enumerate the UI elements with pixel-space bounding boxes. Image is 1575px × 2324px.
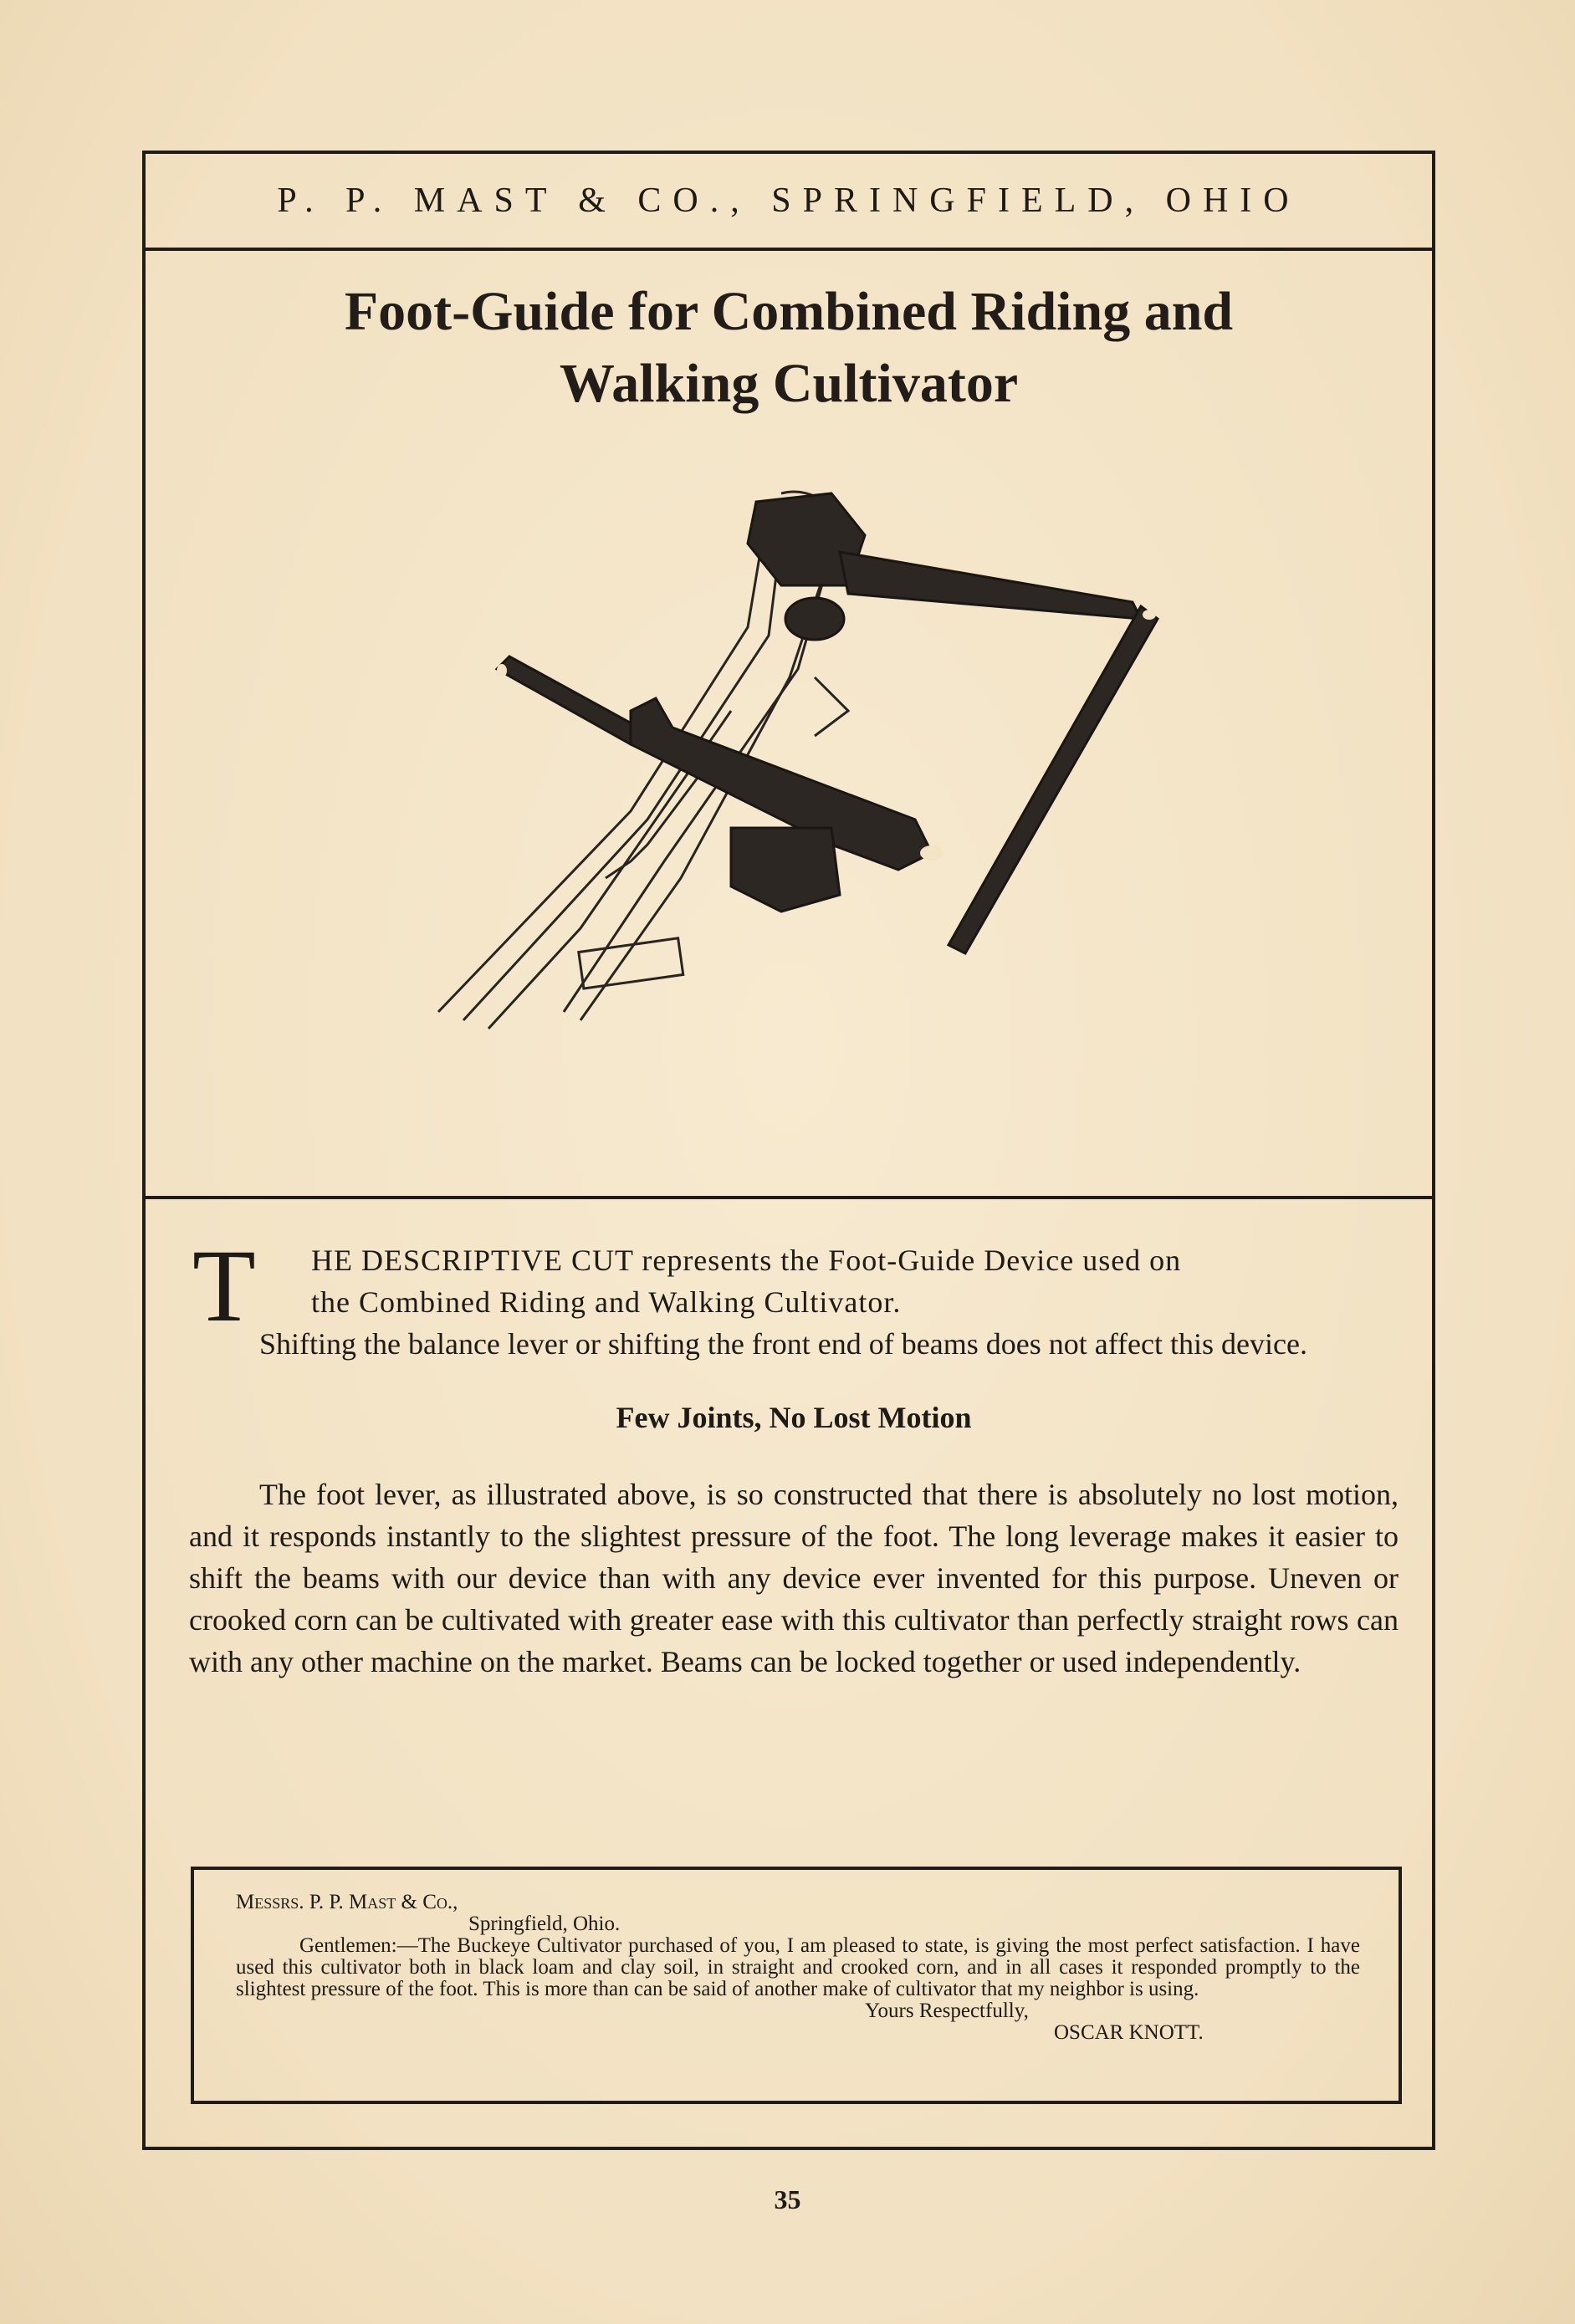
figure-panel <box>146 251 1432 1199</box>
page-number: 35 <box>774 2184 801 2214</box>
foot-lever-drawing <box>497 493 1158 953</box>
title-line-1: Foot-Guide for Combined Riding and <box>344 281 1234 342</box>
title-line-2: Walking Cultivator <box>559 353 1019 414</box>
testimonial-letter <box>191 1867 1402 2104</box>
page-frame <box>142 151 1435 2150</box>
letter-city: Springfield, Ohio. <box>468 1913 621 1935</box>
drop-cap: T <box>192 1228 257 1343</box>
letter-body: Gentlemen:—The Buckeye Cultivator purchased of you, I am pleased to state, is giving the most perfect satisfaction. I have used this cultivator both in black loam and clay soil, in straight and crooked corn, and in all cases it responded promptly to the slightest pressure of the foot. This is more than can be said of another make of cultivator that my neighbor is using. <box>236 1934 1360 2000</box>
letter-signature: OSCAR KNOTT. <box>1054 2021 1204 2044</box>
page-title <box>146 276 1432 420</box>
letter-closing: Yours Respectfully, <box>865 2000 1029 2022</box>
paragraph-balance-lever: Shifting the balance lever or shifting the front end of beams does not affect this device. <box>259 1327 1307 1361</box>
section-subhead: Few Joints, No Lost Motion <box>616 1401 972 1434</box>
intro-line-2: the Combined Riding and Walking Cultivator. <box>311 1285 902 1319</box>
letter-addressee: Messrs. P. P. Mast & Co., <box>236 1891 458 1913</box>
paragraph-foot-lever: The foot lever, as illustrated above, is so constructed that there is absolutely no lost motion, and it responds instantly to the slightest pressure of the foot. The long leverage makes it easier to shift the beams with our device than with any device ever invented for this purpose. Uneven or crooked corn can be cultivated with greater ease with this cultivator than perfectly straight rows can with any other machine on the market. Beams can be locked together or used independently. <box>189 1478 1399 1678</box>
foot-guide-illustration <box>313 460 1400 1154</box>
paragraph-intro <box>189 1228 1399 1343</box>
running-header: P. P. MAST & CO., SPRINGFIELD, OHIO <box>146 154 1432 251</box>
body-text <box>189 1228 1399 1683</box>
intro-line-1: HE DESCRIPTIVE CUT represents the Foot-Guide Device used on <box>311 1244 1182 1277</box>
